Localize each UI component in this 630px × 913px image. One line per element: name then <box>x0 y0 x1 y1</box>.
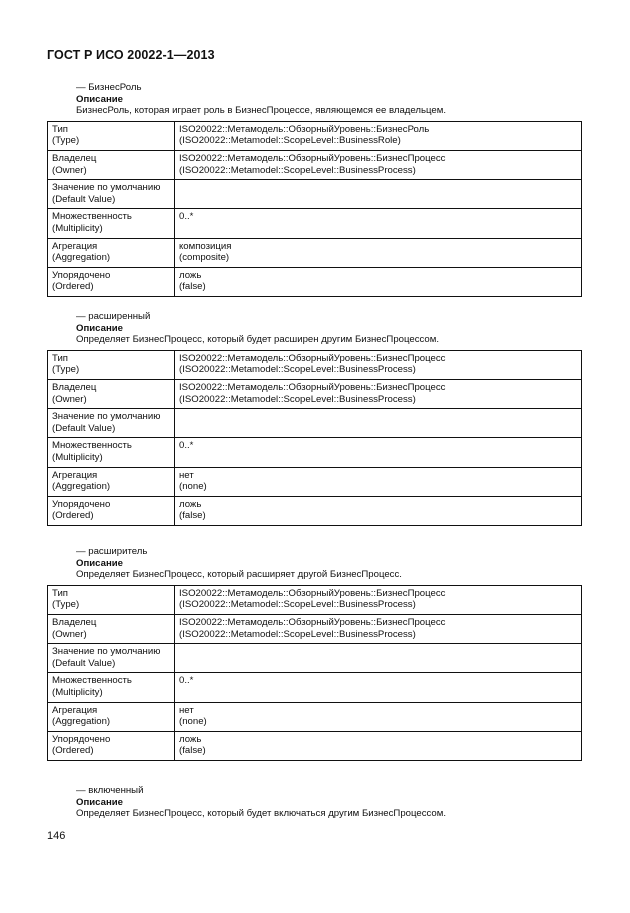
property-name-cell <box>48 238 175 267</box>
property-value: ложь <box>179 733 202 745</box>
property-name-cell <box>48 150 175 179</box>
property-name-cell <box>48 467 175 496</box>
table-row <box>48 467 582 496</box>
table-row <box>48 585 582 614</box>
property-label: (Multiplicity) <box>52 222 103 234</box>
property-value: (ISO20022::Metamodel::ScopeLevel::BusinessProcess) <box>179 599 416 611</box>
section-extended <box>47 311 582 526</box>
property-name-cell <box>48 121 175 150</box>
property-value-cell <box>175 496 582 525</box>
properties-table <box>47 585 582 761</box>
property-label: (Owner) <box>52 393 87 405</box>
property-value: нет <box>179 704 194 716</box>
property-label: Агрегация <box>52 704 98 716</box>
description-label: Описание <box>76 796 123 808</box>
property-value: (ISO20022::Metamodel::ScopeLevel::BusinessProcess) <box>179 393 416 405</box>
property-value: (none) <box>179 716 207 728</box>
property-label: (Owner) <box>52 628 87 640</box>
section-title: — расширитель <box>76 546 148 557</box>
property-value-cell <box>175 350 582 379</box>
property-label: Значение по умолчанию <box>52 182 161 194</box>
page-number: 146 <box>47 830 66 842</box>
property-name-cell <box>48 585 175 614</box>
property-value: (ISO20022::Metamodel::ScopeLevel::BusinessProcess) <box>179 364 416 376</box>
property-name-cell <box>48 438 175 467</box>
table-row <box>48 614 582 643</box>
property-value <box>179 411 577 423</box>
property-label: Множественность <box>52 440 132 452</box>
property-value-cell <box>175 702 582 731</box>
property-value-cell <box>175 614 582 643</box>
property-label: Упорядочено <box>52 269 111 281</box>
table-row <box>48 238 582 267</box>
property-value <box>179 452 577 464</box>
table-row <box>48 673 582 702</box>
property-value-cell <box>175 467 582 496</box>
description-text: Определяет БизнесПроцесс, который будет включаться другим БизнесПроцессом. <box>76 808 447 820</box>
property-label: Упорядочено <box>52 733 111 745</box>
property-value <box>179 223 577 235</box>
property-name-cell <box>48 379 175 408</box>
property-label: (Aggregation) <box>52 252 111 264</box>
table-row <box>48 121 582 150</box>
property-label: Множественность <box>52 211 132 223</box>
property-label: Тип <box>52 587 68 599</box>
property-label: (Multiplicity) <box>52 686 103 698</box>
table-row <box>48 644 582 673</box>
property-value: (false) <box>179 510 206 522</box>
property-label: Владелец <box>52 381 97 393</box>
property-value: 0..* <box>179 675 194 687</box>
section-extender <box>47 546 582 761</box>
property-value: (ISO20022::Metamodel::ScopeLevel::BusinessRole) <box>179 135 401 147</box>
property-value-cell <box>175 673 582 702</box>
property-value: ISO20022::Метамодель::ОбзорныйУровень::БизнесПроцесс <box>179 381 446 393</box>
property-value-cell <box>175 585 582 614</box>
document-header: ГОСТ Р ИСО 20022-1—2013 <box>47 48 215 62</box>
property-label: (Aggregation) <box>52 481 111 493</box>
property-label: Значение по умолчанию <box>52 411 161 423</box>
property-name-cell <box>48 350 175 379</box>
property-value <box>179 194 577 206</box>
description-text: Определяет БизнесПроцесс, который будет расширен другим БизнесПроцессом. <box>76 334 440 346</box>
property-value: ISO20022::Метамодель::ОбзорныйУровень::БизнесРоль <box>179 123 430 135</box>
property-label: Тип <box>52 352 68 364</box>
property-label: Значение по умолчанию <box>52 646 161 658</box>
property-value: ложь <box>179 498 202 510</box>
property-label: Владелец <box>52 152 97 164</box>
property-label: (Type) <box>52 364 80 376</box>
section-included <box>47 785 582 820</box>
property-value: ISO20022::Метамодель::ОбзорныйУровень::БизнесПроцесс <box>179 352 446 364</box>
property-label: Агрегация <box>52 469 98 481</box>
description-label: Описание <box>76 557 123 569</box>
property-value <box>179 687 577 699</box>
property-name-cell <box>48 180 175 209</box>
property-label: Упорядочено <box>52 498 111 510</box>
table-row <box>48 702 582 731</box>
property-value <box>179 658 577 670</box>
property-label: (Ordered) <box>52 745 94 757</box>
property-value: (false) <box>179 281 206 293</box>
property-value: (ISO20022::Metamodel::ScopeLevel::BusinessProcess) <box>179 164 416 176</box>
section-business-role <box>47 82 582 297</box>
property-value: (false) <box>179 745 206 757</box>
property-name-cell <box>48 409 175 438</box>
property-value: 0..* <box>179 440 194 452</box>
properties-table <box>47 121 582 297</box>
property-name-cell <box>48 731 175 760</box>
property-label: (Multiplicity) <box>52 451 103 463</box>
property-value-cell <box>175 209 582 238</box>
property-value-cell <box>175 438 582 467</box>
property-value: ISO20022::Метамодель::ОбзорныйУровень::БизнесПроцесс <box>179 152 446 164</box>
property-value: композиция <box>179 240 232 252</box>
table-row <box>48 731 582 760</box>
description-text: БизнесРоль, которая играет роль в БизнесПроцессе, являющемся ее владельцем. <box>76 105 446 117</box>
property-label: (Default Value) <box>52 422 116 434</box>
property-name-cell <box>48 614 175 643</box>
property-name-cell <box>48 702 175 731</box>
table-row <box>48 409 582 438</box>
property-value-cell <box>175 238 582 267</box>
table-row <box>48 150 582 179</box>
section-title: — БизнесРоль <box>76 82 142 93</box>
property-name-cell <box>48 673 175 702</box>
property-value-cell <box>175 644 582 673</box>
properties-table <box>47 350 582 526</box>
property-label: (Owner) <box>52 164 87 176</box>
property-name-cell <box>48 496 175 525</box>
property-label: (Type) <box>52 599 80 611</box>
property-label: (Ordered) <box>52 510 94 522</box>
section-title: — включенный <box>76 785 144 796</box>
property-label: (Type) <box>52 135 80 147</box>
section-title: — расширенный <box>76 311 151 322</box>
property-label: (Default Value) <box>52 657 116 669</box>
property-value: ISO20022::Метамодель::ОбзорныйУровень::БизнесПроцесс <box>179 587 446 599</box>
property-value: (ISO20022::Metamodel::ScopeLevel::BusinessProcess) <box>179 628 416 640</box>
description-label: Описание <box>76 93 123 105</box>
table-row <box>48 379 582 408</box>
property-label: (Ordered) <box>52 281 94 293</box>
property-label: (Default Value) <box>52 193 116 205</box>
property-value-cell <box>175 731 582 760</box>
property-label: Агрегация <box>52 240 98 252</box>
table-row <box>48 350 582 379</box>
property-value-cell <box>175 409 582 438</box>
property-name-cell <box>48 209 175 238</box>
property-label: (Aggregation) <box>52 716 111 728</box>
property-value: нет <box>179 469 194 481</box>
property-label: Множественность <box>52 675 132 687</box>
property-value-cell <box>175 121 582 150</box>
property-value <box>179 423 577 435</box>
property-value: 0..* <box>179 211 194 223</box>
table-row <box>48 180 582 209</box>
description-label: Описание <box>76 322 123 334</box>
property-value: (composite) <box>179 252 230 264</box>
property-value-cell <box>175 379 582 408</box>
description-text: Определяет БизнесПроцесс, который расширяет другой БизнесПроцесс. <box>76 569 402 581</box>
property-value: ISO20022::Метамодель::ОбзорныйУровень::БизнесПроцесс <box>179 616 446 628</box>
table-row <box>48 267 582 296</box>
property-value <box>179 182 577 194</box>
property-name-cell <box>48 644 175 673</box>
property-value: ложь <box>179 269 202 281</box>
table-row <box>48 496 582 525</box>
property-value-cell <box>175 180 582 209</box>
table-row <box>48 438 582 467</box>
property-value <box>179 646 577 658</box>
property-name-cell <box>48 267 175 296</box>
property-label: Тип <box>52 123 68 135</box>
property-value-cell <box>175 150 582 179</box>
table-row <box>48 209 582 238</box>
property-value: (none) <box>179 481 207 493</box>
property-label: Владелец <box>52 616 97 628</box>
property-value-cell <box>175 267 582 296</box>
